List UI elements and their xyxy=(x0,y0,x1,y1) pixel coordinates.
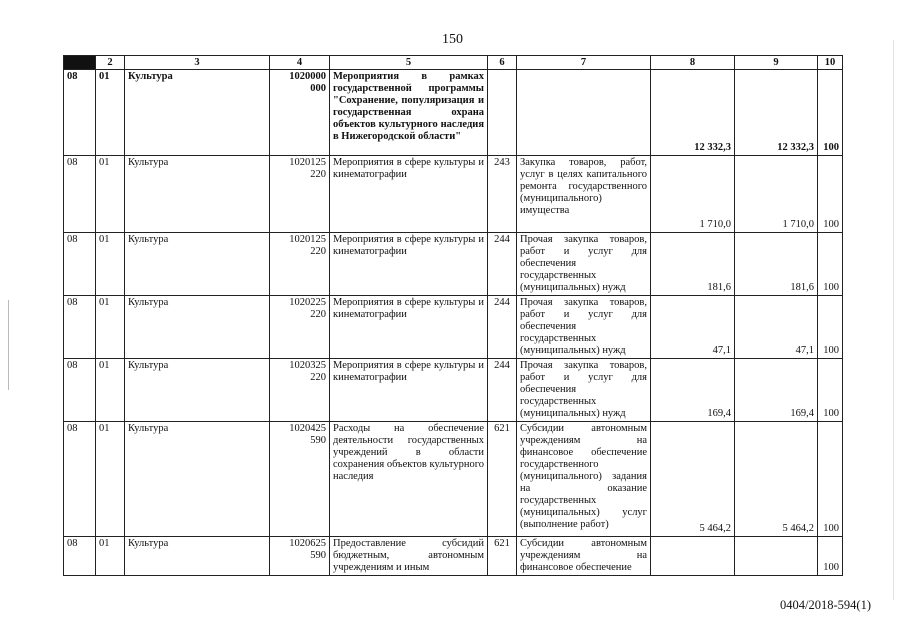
cell-subsection: 01 xyxy=(96,359,125,422)
header-col-10: 10 xyxy=(818,56,843,70)
table-row xyxy=(64,359,843,422)
scan-margin-line xyxy=(8,300,9,390)
cell-expense-description: Субсидии автономным учреждениям на финансовое обеспечение xyxy=(517,537,651,576)
cell-name: Культура xyxy=(125,70,270,156)
cell-description: Мероприятия в сфере культуры и кинематографии xyxy=(330,156,488,233)
cell-target-code: 1020125 220 xyxy=(270,156,330,233)
cell-subsection: 01 xyxy=(96,156,125,233)
cell-section: 08 xyxy=(64,70,96,156)
cell-expense-type: 244 xyxy=(488,359,517,422)
table-row xyxy=(64,537,843,576)
cell-section: 08 xyxy=(64,296,96,359)
header-col-2: 2 xyxy=(96,56,125,70)
cell-percent: 100 xyxy=(818,422,843,537)
cell-expense-description xyxy=(517,70,651,156)
cell-target-code: 1020325 220 xyxy=(270,359,330,422)
cell-name: Культура xyxy=(125,359,270,422)
cell-section: 08 xyxy=(64,422,96,537)
cell-section: 08 xyxy=(64,359,96,422)
cell-target-code: 1020225 220 xyxy=(270,296,330,359)
cell-target-code: 1020625 590 xyxy=(270,537,330,576)
cell-expense-description: Прочая закупка товаров, работ и услуг для обеспечения государственных (муниципальных) нужд xyxy=(517,296,651,359)
cell-amount-actual: 47,1 xyxy=(735,296,818,359)
cell-subsection: 01 xyxy=(96,233,125,296)
cell-name: Культура xyxy=(125,296,270,359)
header-col-3: 3 xyxy=(125,56,270,70)
cell-target-code: 1020425 590 xyxy=(270,422,330,537)
cell-expense-type: 243 xyxy=(488,156,517,233)
cell-amount-planned xyxy=(651,537,735,576)
cell-subsection: 01 xyxy=(96,70,125,156)
cell-amount-planned: 47,1 xyxy=(651,296,735,359)
cell-expense-description: Прочая закупка товаров, работ и услуг для обеспечения государственных (муниципальных) нужд xyxy=(517,359,651,422)
cell-expense-type: 621 xyxy=(488,537,517,576)
cell-percent: 100 xyxy=(818,537,843,576)
cell-subsection: 01 xyxy=(96,422,125,537)
header-col-1 xyxy=(64,56,96,70)
table-row xyxy=(64,70,843,156)
cell-name: Культура xyxy=(125,422,270,537)
cell-percent: 100 xyxy=(818,70,843,156)
cell-description: Расходы на обеспечение деятельности государственных учреждений в области сохранения объектов культурного наследия xyxy=(330,422,488,537)
table-row xyxy=(64,422,843,537)
cell-amount-actual: 5 464,2 xyxy=(735,422,818,537)
cell-description: Мероприятия в сфере культуры и кинематографии xyxy=(330,233,488,296)
page-number: 150 xyxy=(442,32,463,47)
cell-subsection: 01 xyxy=(96,296,125,359)
cell-description: Мероприятия в рамках государственной программы "Сохранение, популяризация и государственная охрана объектов культурного наследия в Нижегородской области" xyxy=(330,70,488,156)
document-code: 0404/2018-594(1) xyxy=(780,598,871,612)
cell-percent: 100 xyxy=(818,156,843,233)
cell-target-code: 1020125 220 xyxy=(270,233,330,296)
cell-amount-actual: 181,6 xyxy=(735,233,818,296)
cell-expense-type xyxy=(488,70,517,156)
table-row xyxy=(64,296,843,359)
cell-name: Культура xyxy=(125,156,270,233)
cell-name: Культура xyxy=(125,233,270,296)
cell-expense-description: Закупка товаров, работ, услуг в целях капитального ремонта государственного (муниципального) имущества xyxy=(517,156,651,233)
header-col-7: 7 xyxy=(517,56,651,70)
cell-amount-actual: 12 332,3 xyxy=(735,70,818,156)
cell-amount-actual xyxy=(735,537,818,576)
cell-name: Культура xyxy=(125,537,270,576)
header-col-6: 6 xyxy=(488,56,517,70)
cell-expense-type: 621 xyxy=(488,422,517,537)
cell-amount-actual: 169,4 xyxy=(735,359,818,422)
cell-description: Мероприятия в сфере культуры и кинематографии xyxy=(330,359,488,422)
cell-description: Мероприятия в сфере культуры и кинематографии xyxy=(330,296,488,359)
cell-amount-planned: 5 464,2 xyxy=(651,422,735,537)
header-col-8: 8 xyxy=(651,56,735,70)
budget-table xyxy=(63,55,843,576)
cell-description: Предоставление субсидий бюджетным, автономным учреждениям и иным xyxy=(330,537,488,576)
table-row xyxy=(64,156,843,233)
cell-section: 08 xyxy=(64,233,96,296)
cell-percent: 100 xyxy=(818,359,843,422)
cell-subsection: 01 xyxy=(96,537,125,576)
table-row xyxy=(64,233,843,296)
cell-amount-planned: 1 710,0 xyxy=(651,156,735,233)
cell-expense-type: 244 xyxy=(488,233,517,296)
cell-amount-planned: 169,4 xyxy=(651,359,735,422)
header-col-5: 5 xyxy=(330,56,488,70)
cell-percent: 100 xyxy=(818,296,843,359)
header-col-4: 4 xyxy=(270,56,330,70)
table-header-row xyxy=(64,56,843,70)
cell-amount-planned: 181,6 xyxy=(651,233,735,296)
cell-amount-actual: 1 710,0 xyxy=(735,156,818,233)
cell-section: 08 xyxy=(64,156,96,233)
cell-expense-description: Прочая закупка товаров, работ и услуг для обеспечения государственных (муниципальных) нужд xyxy=(517,233,651,296)
cell-section: 08 xyxy=(64,537,96,576)
scan-edge-line xyxy=(893,40,894,600)
cell-target-code: 1020000 000 xyxy=(270,70,330,156)
cell-percent: 100 xyxy=(818,233,843,296)
header-col-9: 9 xyxy=(735,56,818,70)
cell-amount-planned: 12 332,3 xyxy=(651,70,735,156)
cell-expense-type: 244 xyxy=(488,296,517,359)
cell-expense-description: Субсидии автономным учреждениям на финансовое обеспечение государственного (муниципального) задания на оказание государственных (муниципальных) услуг (выполнение работ) xyxy=(517,422,651,537)
